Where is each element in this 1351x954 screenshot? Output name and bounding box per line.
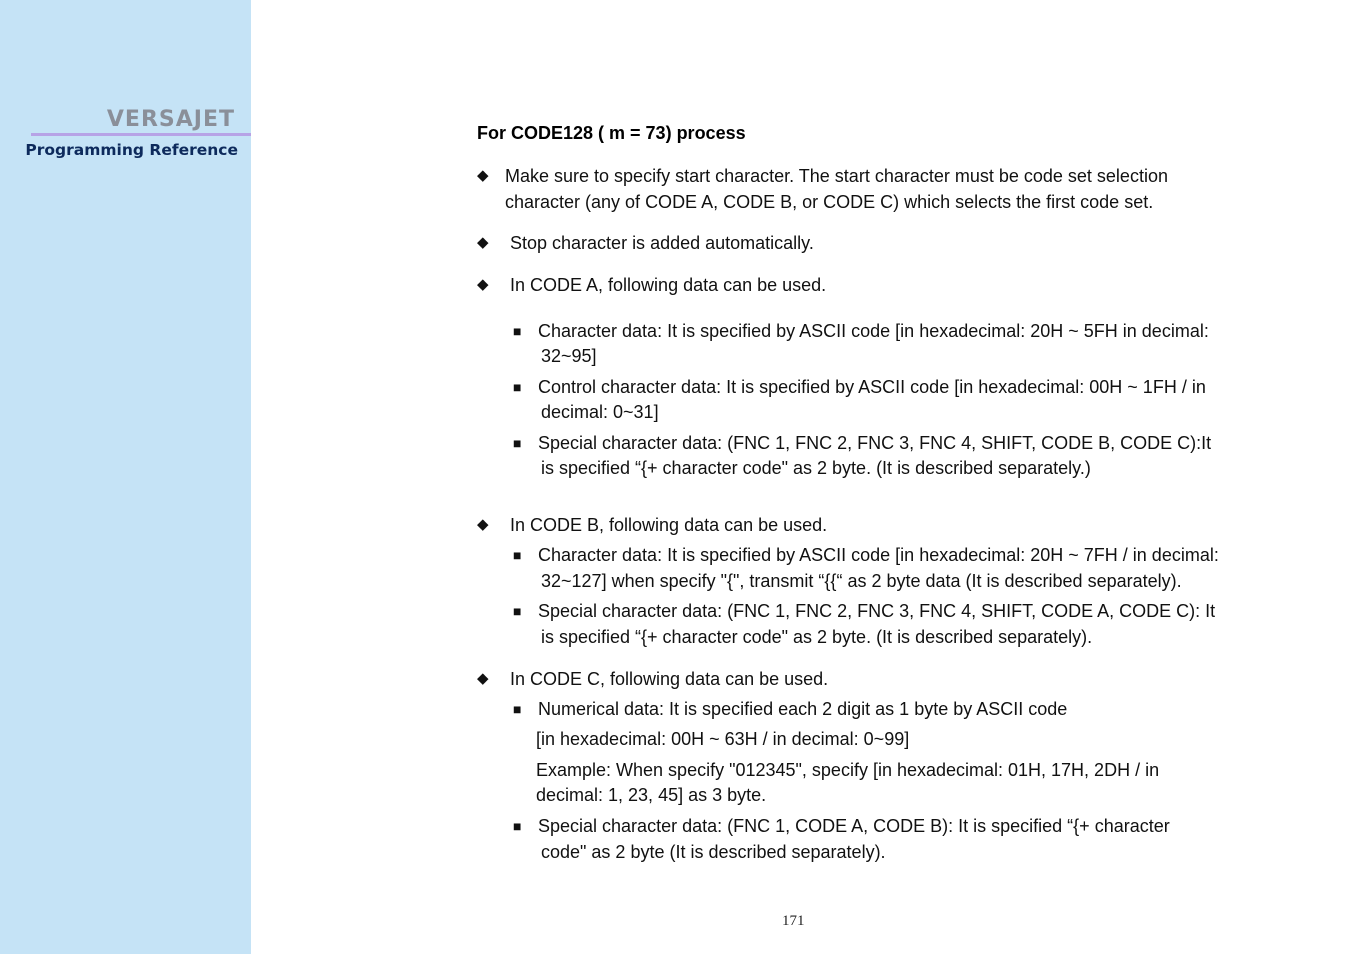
list-item-text: is specified “{+ character code" as 2 byte. (It is described separately.) — [541, 458, 1091, 478]
diamond-bullet-icon: ◆ — [477, 276, 489, 293]
list-item-text: decimal: 0~31] — [541, 402, 659, 422]
brand-subtitle: Programming Reference — [25, 141, 238, 159]
bullet-text-line: Stop character is added automatically. — [510, 233, 814, 253]
list-item-text: 32~95] — [541, 346, 597, 366]
bullet-text-line: Make sure to specify start character. The start character must be code set selection — [505, 166, 1168, 186]
bullet-text-line: character (any of CODE A, CODE B, or CODE C) which selects the first code set. — [505, 192, 1154, 212]
list-item-text: Control character data: It is specified by ASCII code [in hexadecimal: 00H ~ 1FH / in — [538, 377, 1206, 397]
square-bullet-icon: ■ — [513, 701, 522, 717]
diamond-bullet-icon: ◆ — [477, 516, 489, 533]
list-item-text: Special character data: (FNC 1, CODE A, CODE B): It is specified “{+ character — [538, 816, 1170, 836]
bullet-text-line: In CODE A, following data can be used. — [510, 275, 827, 295]
bullet-text-line: In CODE B, following data can be used. — [510, 515, 828, 535]
list-item-text: code" as 2 byte (It is described separately). — [541, 842, 886, 862]
brand-logo-text: VERSAJET — [106, 107, 235, 132]
list-item-text: Character data: It is specified by ASCII code [in hexadecimal: 20H ~ 5FH in decimal: — [538, 321, 1209, 341]
square-bullet-icon: ■ — [513, 323, 522, 339]
list-item-text: Special character data: (FNC 1, FNC 2, FNC 3, FNC 4, SHIFT, CODE B, CODE C):It — [538, 433, 1212, 453]
square-bullet-icon: ■ — [513, 603, 522, 619]
list-item-text: Numerical data: It is specified each 2 digit as 1 byte by ASCII code — [538, 699, 1068, 719]
list-item-text: Character data: It is specified by ASCII code [in hexadecimal: 20H ~ 7FH / in decimal: — [538, 545, 1219, 565]
bullet-text-line: In CODE C, following data can be used. — [510, 669, 829, 689]
square-bullet-icon: ■ — [513, 818, 522, 834]
square-bullet-icon: ■ — [513, 435, 522, 451]
list-item-continuation: [in hexadecimal: 00H ~ 63H / in decimal: 0~99] — [536, 729, 910, 749]
page-number: 171 — [782, 913, 805, 929]
diamond-bullet-icon: ◆ — [477, 670, 489, 687]
list-item-text: 32~127] when specify "{", transmit “{{“ as 2 byte data (It is described separately). — [541, 571, 1182, 591]
list-item-text: is specified “{+ character code" as 2 byte. (It is described separately). — [541, 627, 1093, 647]
list-item-continuation: decimal: 1, 23, 45] as 3 byte. — [536, 785, 767, 805]
square-bullet-icon: ■ — [513, 379, 522, 395]
list-item-text: Special character data: (FNC 1, FNC 2, FNC 3, FNC 4, SHIFT, CODE A, CODE C): It — [538, 601, 1216, 621]
section-heading: For CODE128 ( m = 73) process — [477, 123, 746, 143]
diamond-bullet-icon: ◆ — [477, 234, 489, 251]
diamond-bullet-icon: ◆ — [477, 167, 489, 184]
square-bullet-icon: ■ — [513, 547, 522, 563]
list-item-continuation: Example: When specify "012345", specify [in hexadecimal: 01H, 17H, 2DH / in — [536, 760, 1160, 780]
